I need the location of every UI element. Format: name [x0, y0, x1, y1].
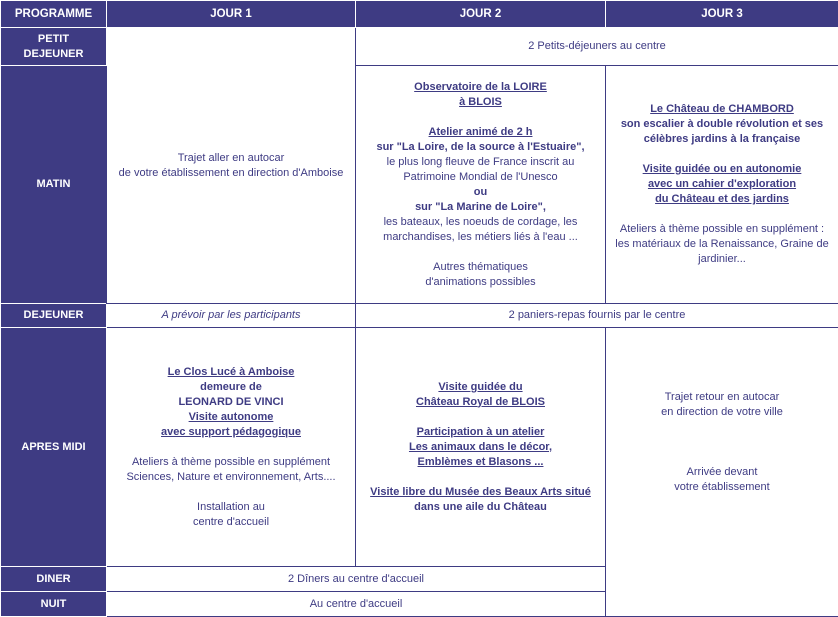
atelier-link[interactable]: Atelier animé de 2 h — [362, 125, 599, 140]
row-petit-dejeuner — [1, 28, 838, 66]
text: LEONARD DE VINCI — [113, 395, 349, 410]
observatoire-link[interactable]: Observatoire de la LOIRE — [362, 80, 599, 95]
header-jour2: JOUR 2 — [356, 1, 606, 28]
text: sur "La Marine de Loire", — [362, 200, 599, 215]
text: Trajet retour en autocar — [612, 390, 832, 405]
support-pedagogique-link[interactable]: avec support pédagogique — [113, 425, 349, 440]
visite-guidee-link[interactable]: Visite guidée ou en autonomie — [612, 162, 832, 177]
text: Patrimoine Mondial de l'Unesco — [362, 170, 599, 185]
text: Installation au — [113, 500, 349, 515]
musee-link[interactable]: Visite libre du Musée des Beaux Arts situé — [362, 485, 599, 500]
text: Autres thématiques — [362, 260, 599, 275]
header-row — [1, 1, 838, 28]
text: son escalier à double révolution et ses — [612, 117, 832, 132]
emblemes-link[interactable]: Emblèmes et Blasons ... — [362, 455, 599, 470]
text: les bateaux, les noeuds de cordage, les — [362, 215, 599, 230]
blois-link[interactable]: à BLOIS — [362, 95, 599, 110]
text: Ateliers à thème possible en supplément — [113, 455, 349, 470]
visite-autonome-link[interactable]: Visite autonome — [113, 410, 349, 425]
visite-guidee-blois-link[interactable]: Visite guidée du — [362, 380, 599, 395]
text: le plus long fleuve de France inscrit au — [362, 155, 599, 170]
cell-jour1-apres-midi — [107, 328, 356, 567]
text: Sciences, Nature et environnement, Arts.... — [113, 470, 349, 485]
text: Arrivée devant — [612, 465, 832, 480]
text: centre d'accueil — [113, 515, 349, 530]
text: marchandises, les métiers liés à l'eau ... — [362, 230, 599, 245]
cell-jour2-matin — [356, 66, 606, 304]
cell-jour1-matin — [107, 28, 356, 304]
text: en direction de votre ville — [612, 405, 832, 420]
text: Trajet aller en autocar — [113, 151, 349, 166]
header-jour3: JOUR 3 — [606, 1, 838, 28]
text: d'animations possibles — [362, 275, 599, 290]
cell-jour3-matin — [606, 66, 838, 304]
label-nuit: NUIT — [1, 592, 107, 617]
cell-diner-j1-j2: 2 Dîners au centre d'accueil — [107, 567, 606, 592]
animaux-decor-link[interactable]: Les animaux dans le décor, — [362, 440, 599, 455]
text: ou — [362, 185, 599, 200]
label-diner: DINER — [1, 567, 107, 592]
cell-jour1-dejeuner: A prévoir par les participants — [107, 304, 356, 328]
text: sur "La Loire, de la source à l'Estuaire", — [362, 140, 599, 155]
chateau-jardins-link[interactable]: du Château et des jardins — [612, 192, 832, 207]
label-dejeuner: DEJEUNER — [1, 304, 107, 328]
row-dejeuner — [1, 304, 838, 328]
header-programme: PROGRAMME — [1, 1, 107, 28]
chateau-blois-link[interactable]: Château Royal de BLOIS — [362, 395, 599, 410]
chambord-link[interactable]: Le Château de CHAMBORD — [612, 102, 832, 117]
cell-jour3-apres-midi — [606, 328, 838, 617]
text: votre établissement — [612, 480, 832, 495]
header-jour1: JOUR 1 — [107, 1, 356, 28]
row-apres-midi — [1, 328, 838, 567]
cahier-link[interactable]: avec un cahier d'exploration — [612, 177, 832, 192]
text: demeure de — [113, 380, 349, 395]
participation-atelier-link[interactable]: Participation à un atelier — [362, 425, 599, 440]
cell-jour2-apres-midi — [356, 328, 606, 567]
cell-petit-dejeuner-j2-j3: 2 Petits-déjeuners au centre — [356, 28, 838, 66]
label-matin: MATIN — [1, 66, 107, 304]
clos-luce-link[interactable]: Le Clos Lucé à Amboise — [113, 365, 349, 380]
cell-nuit-j1-j2: Au centre d'accueil — [107, 592, 606, 617]
text: célèbres jardins à la française — [612, 132, 832, 147]
text: les matériaux de la Renaissance, Graine de — [612, 237, 832, 252]
label-petit-dejeuner: PETIT DEJEUNER — [1, 28, 107, 66]
text: de votre établissement en direction d'Amboise — [113, 166, 349, 181]
text: dans une aile du Château — [362, 500, 599, 515]
text: jardinier... — [612, 252, 832, 267]
text: Ateliers à thème possible en supplément : — [612, 222, 832, 237]
label-apres-midi: APRES MIDI — [1, 328, 107, 567]
cell-dejeuner-j2-j3: 2 paniers-repas fournis par le centre — [356, 304, 838, 328]
